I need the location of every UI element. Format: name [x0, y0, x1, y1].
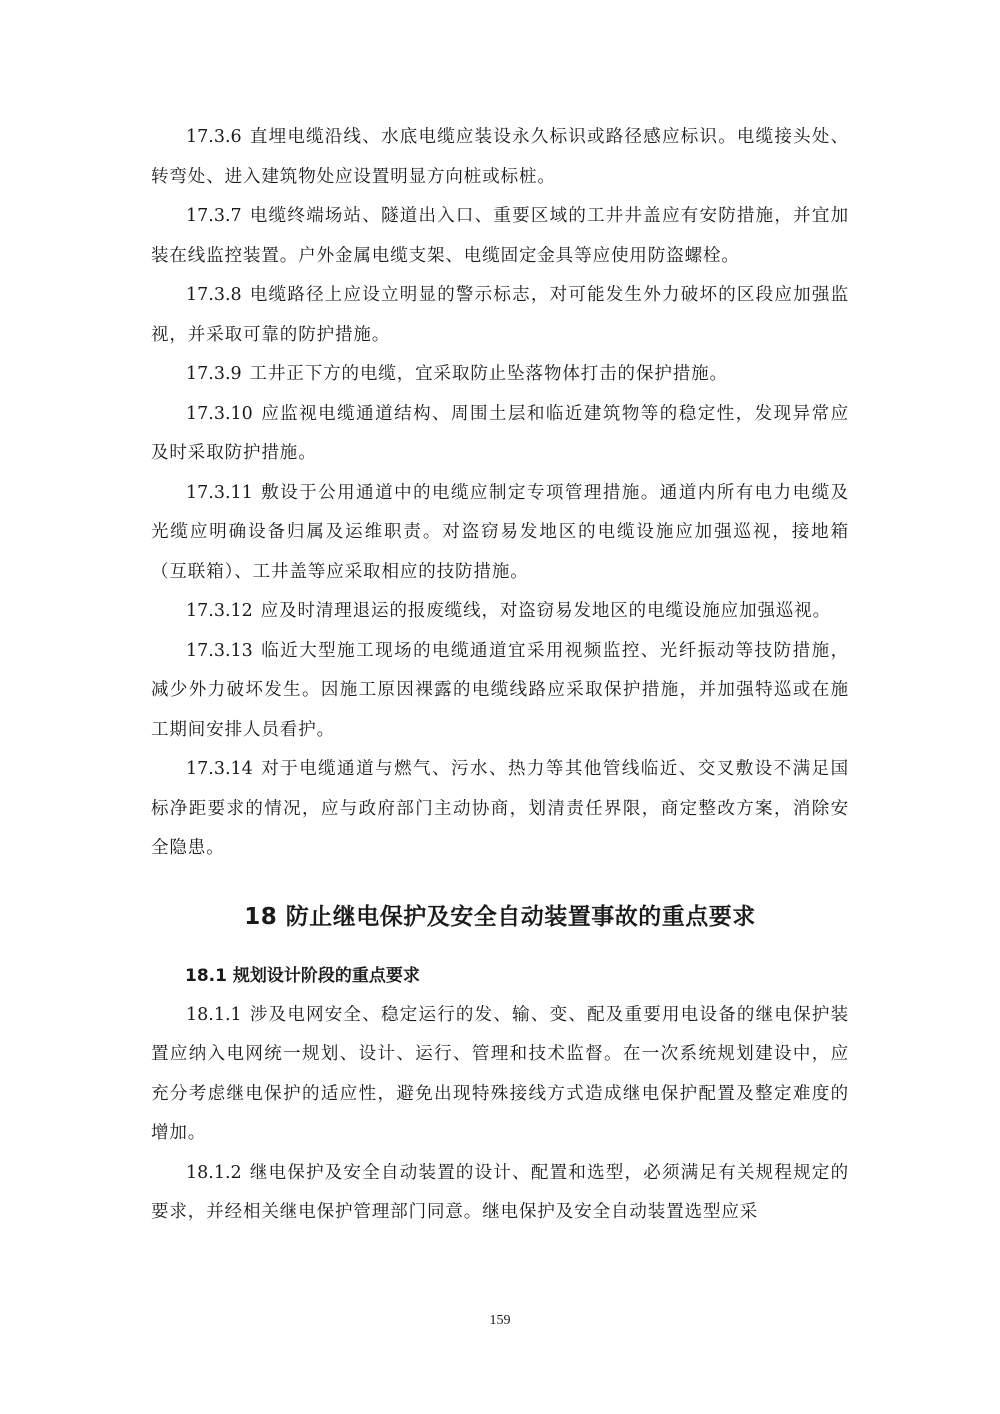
document-body — [151, 118, 849, 1233]
page-number: 159 — [489, 1313, 511, 1328]
clause-number: 17.3.9 — [186, 364, 242, 384]
clause-text: 对于电缆通道与燃气、污水、热力等其他管线临近、交叉敷设不满足国标净距要求的情况，应与政府部门主动协商，划清责任界限，商定整改方案，消除安全隐患。 — [151, 759, 849, 858]
clause-17-3-7 — [151, 197, 849, 276]
clause-number: 17.3.6 — [186, 127, 242, 147]
clause-text: 电缆终端场站、隧道出入口、重要区域的工井井盖应有安防措施，并宜加装在线监控装置。户外金属电缆支架、电缆固定金具等应使用防盗螺栓。 — [151, 206, 849, 266]
clause-text: 涉及电网安全、稳定运行的发、输、变、配及重要用电设备的继电保护装置应纳入电网统一规划、设计、运行、管理和技术监督。在一次系统规划建设中，应充分考虑继电保护的适应性，避免出现特殊接线方式造成继电保护配置及整定难度的增加。 — [151, 1004, 849, 1143]
clause-17-3-9 — [151, 355, 849, 395]
clause-18-1-1 — [151, 996, 849, 1154]
clause-text: 工井正下方的电缆，宜采取防止坠落物体打击的保护措施。 — [249, 364, 728, 384]
section-title: 18.1 规划设计阶段的重点要求 — [185, 965, 420, 986]
clause-number: 17.3.8 — [186, 285, 242, 305]
clause-17-3-12 — [151, 592, 849, 632]
clause-number: 17.3.14 — [186, 759, 253, 779]
clause-17-3-6 — [151, 118, 849, 197]
clause-text: 应及时清理退运的报废缆线，对盗窃易发地区的电缆设施应加强巡视。 — [260, 601, 832, 621]
clause-number: 17.3.7 — [186, 206, 242, 226]
clause-number: 18.1.2 — [186, 1162, 242, 1183]
clause-text: 直埋电缆沿线、水底电缆应装设永久标识或路径感应标识。电缆接头处、转弯处、进入建筑物处应设置明显方向桩或标桩。 — [151, 127, 849, 187]
clause-17-3-14 — [151, 750, 849, 869]
clause-text: 应监视电缆通道结构、周围土层和临近建筑物等的稳定性，发现异常应及时采取防护措施。 — [151, 403, 849, 463]
clause-18-1-2 — [151, 1154, 849, 1233]
clause-number: 17.3.13 — [186, 640, 253, 661]
clause-17-3-11 — [151, 474, 849, 593]
clause-number: 17.3.11 — [186, 482, 253, 503]
clause-17-3-10 — [151, 395, 849, 474]
chapter-title: 18 防止继电保护及安全自动装置事故的重点要求 — [244, 903, 756, 930]
clause-number: 17.3.10 — [186, 403, 253, 424]
clause-number: 18.1.1 — [186, 1004, 242, 1025]
clause-text: 继电保护及安全自动装置的设计、配置和选型，必须满足有关规程规定的要求，并经相关继电保护管理部门同意。继电保护及安全自动装置选型应采 — [151, 1162, 849, 1222]
clause-17-3-13 — [151, 632, 849, 751]
clause-17-3-8 — [151, 276, 849, 355]
clause-number: 17.3.12 — [186, 601, 253, 621]
clause-text: 临近大型施工现场的电缆通道宜采用视频监控、光纤振动等技防措施，减少外力破坏发生。因施工原因裸露的电缆线路应采取保护措施，并加强特巡或在施工期间安排人员看护。 — [151, 640, 849, 740]
clause-text: 敷设于公用通道中的电缆应制定专项管理措施。通道内所有电力电缆及光缆应明确设备归属及运维职责。对盗窃易发地区的电缆设施应加强巡视，接地箱（互联箱）、工井盖等应采取相应的技防措施。 — [151, 482, 849, 582]
clause-text: 电缆路径上应设立明显的警示标志，对可能发生外力破坏的区段应加强监视，并采取可靠的防护措施。 — [151, 285, 849, 345]
